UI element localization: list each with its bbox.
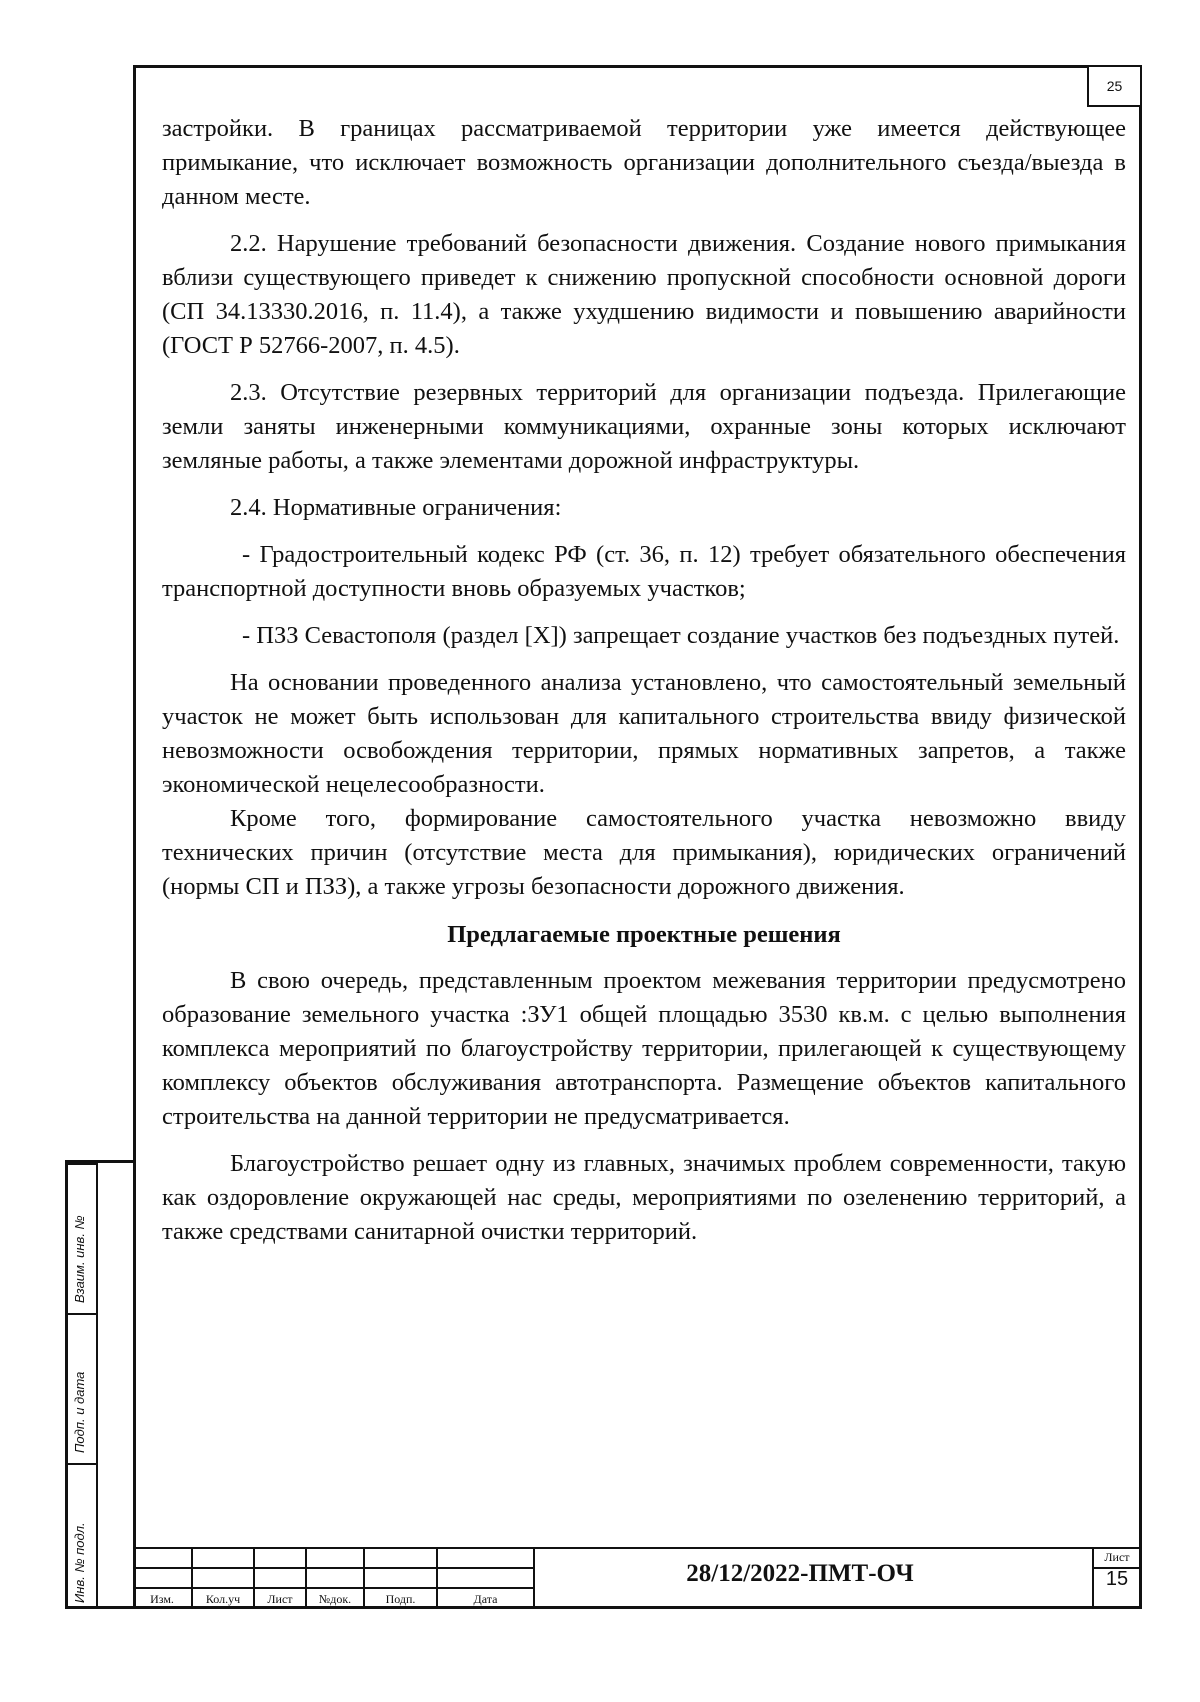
page-number: 25 <box>1087 65 1142 107</box>
sheet-label: Лист <box>1104 1550 1130 1564</box>
col-label: №док. <box>318 1592 352 1606</box>
paragraph: В свою очередь, представленным проектом межевания территории предусмотрено образование земельного участка :ЗУ1 общей площадью 3530 кв.м. с целью выполнения комплекса мероприятий по благоустройству территории, прилегающей к существующему комплексу объектов обслуживания автотранспорта. Размещение объектов капитального строительства на данной территории не предусматривается. <box>162 967 1126 1130</box>
document-body <box>162 112 1126 1262</box>
paragraph: На основании проведенного анализа установлено, что самостоятельный земельный участок не может быть использован для капитального строительства ввиду физической невозможности освобождения территории, прямых нормативных запретов, а также экономической нецелесообразности. <box>162 669 1126 798</box>
paragraph: 2.3. Отсутствие резервных территорий для организации подъезда. Прилегающие земли заняты инженерными коммуникациями, охранные зоны которых исключают земляные работы, а также элементами дорожной инфраструктуры. <box>162 379 1126 474</box>
paragraph: Кроме того, формирование самостоятельного участка невозможно ввиду технических причин (отсутствие места для примыкания), юридических ограничений (нормы СП и ПЗЗ), а также угрозы безопасности дорожного движения. <box>162 805 1126 900</box>
paragraph: - ПЗЗ Севастополя (раздел [X]) запрещает создание участков без подъездных путей. <box>242 622 1120 649</box>
side-stamp-label: Взаим. инв. № <box>72 1215 87 1303</box>
col-label: Дата <box>473 1592 498 1606</box>
side-stamp-label: Инв. № подл. <box>72 1522 87 1603</box>
paragraph: Благоустройство решает одну из главных, значимых проблем современности, такую как оздоровление окружающей нас среды, мероприятиями по озеленению территорий, а также средствами санитарной очистки территорий. <box>162 1150 1126 1245</box>
col-label: Изм. <box>150 1592 174 1606</box>
paragraph: 2.4. Нормативные ограничения: <box>230 494 562 521</box>
document-code: 28/12/2022-ПМТ-ОЧ <box>686 1560 914 1587</box>
side-stamp <box>65 1160 133 1609</box>
paragraph: 2.2. Нарушение требований безопасности движения. Создание нового примыкания вблизи существующего приведет к снижению пропускной способности основной дороги (СП 34.13330.2016, п. 11.4), а также ухудшению видимости и повышению аварийности (ГОСТ Р 52766-2007, п. 4.5). <box>162 230 1126 359</box>
sheet-number: 15 <box>1105 1568 1129 1590</box>
col-label: Кол.уч <box>205 1592 241 1606</box>
paragraph: застройки. В границах рассматриваемой территории уже имеется действующее примыкание, что исключает возможность организации дополнительного съезда/выезда в данном месте. <box>162 115 1126 210</box>
col-label: Подп. <box>385 1592 416 1606</box>
section-heading: Предлагаемые проектные решения <box>447 921 841 948</box>
side-stamp-label: Подп. и дата <box>72 1371 87 1453</box>
paragraph: - Градостроительный кодекс РФ (ст. 36, п. 12) требует обязательного обеспечения транспортной доступности вновь образуемых участков; <box>162 541 1126 602</box>
col-label: Лист <box>267 1592 293 1606</box>
